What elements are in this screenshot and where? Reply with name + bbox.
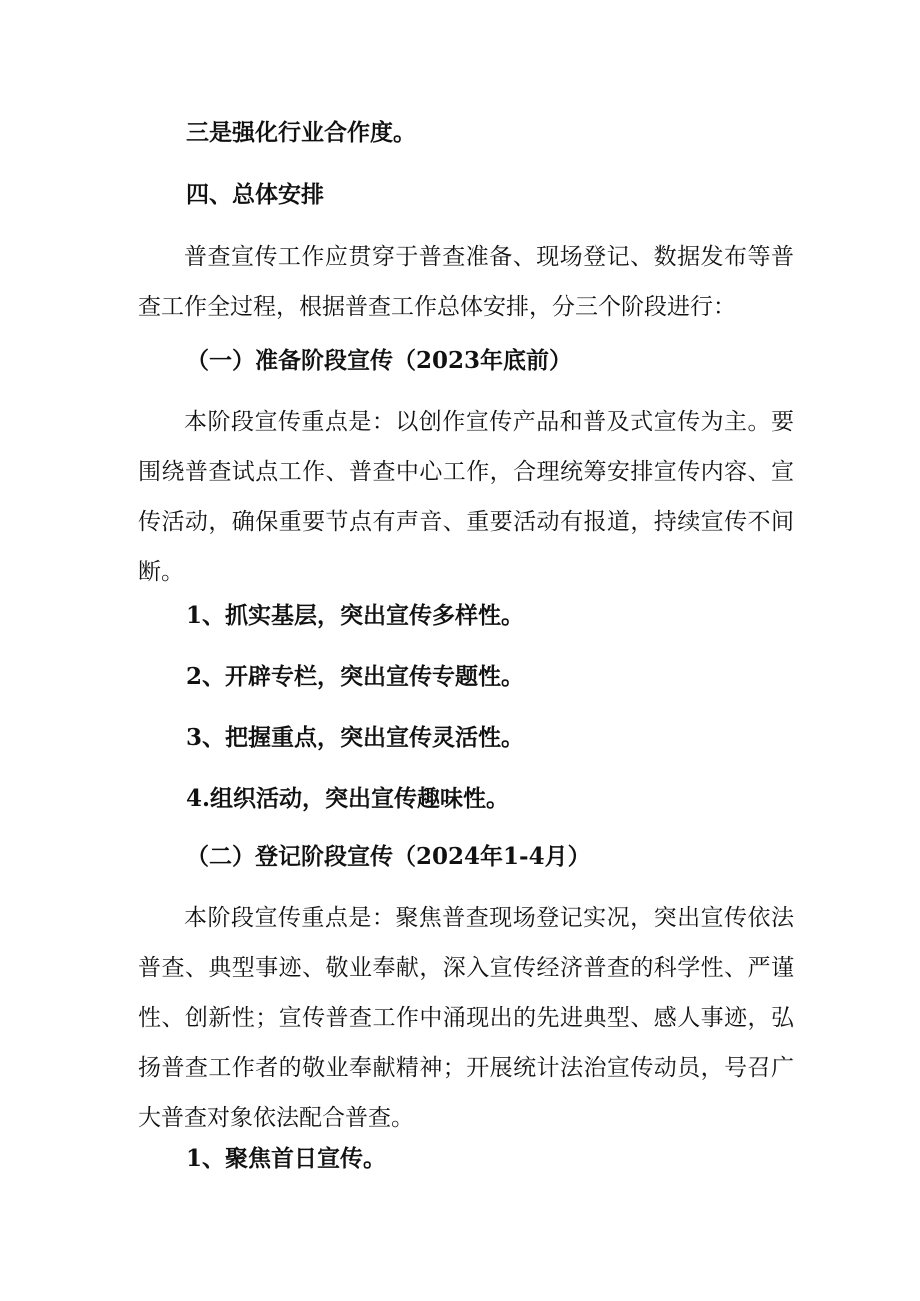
phase-two-paragraph: 本阶段宣传重点是：聚焦普查现场登记实况，突出宣传依法普查、典型事迹、敬业奉献，深入宣传经济普查的科学性、严谨性、创新性；宣传普查工作中涌现出的先进典型、感人事迹，弘扬普查工作者的敬业奉献精神；开展统计法治宣传动员，号召广大普查对象依法配合普查。 <box>138 905 794 1131</box>
item-three-text: 三是强化行业合作度。 <box>186 119 416 146</box>
phase-one-item: 1、抓实基层，突出宣传多样性。 <box>186 602 525 629</box>
phase-one-heading: （一）准备阶段宣传（2023年底前） <box>186 347 573 374</box>
phase-one-paragraph: 本阶段宣传重点是：以创作宣传产品和普及式宣传为主。要围绕普查试点工作、普查中心工作，合理统筹安排宣传内容、宣传活动，确保重要节点有声音、重要活动有报道，持续宣传不间断。 <box>138 409 794 585</box>
phase-two-item: 1、聚焦首日宣传。 <box>186 1145 387 1172</box>
phase-one-item: 3、把握重点，突出宣传灵活性。 <box>186 724 525 751</box>
section-four-heading: 四、总体安排 <box>186 181 324 208</box>
phase-one-item: 4.组织活动，突出宣传趣味性。 <box>186 785 510 812</box>
phase-two-heading: （二）登记阶段宣传（2024年1-4月） <box>186 843 591 870</box>
intro-paragraph: 普查宣传工作应贯穿于普查准备、现场登记、数据发布等普查工作全过程，根据普查工作总体安排，分三个阶段进行： <box>138 244 794 320</box>
phase-one-item: 2、开辟专栏，突出宣传专题性。 <box>186 663 525 690</box>
